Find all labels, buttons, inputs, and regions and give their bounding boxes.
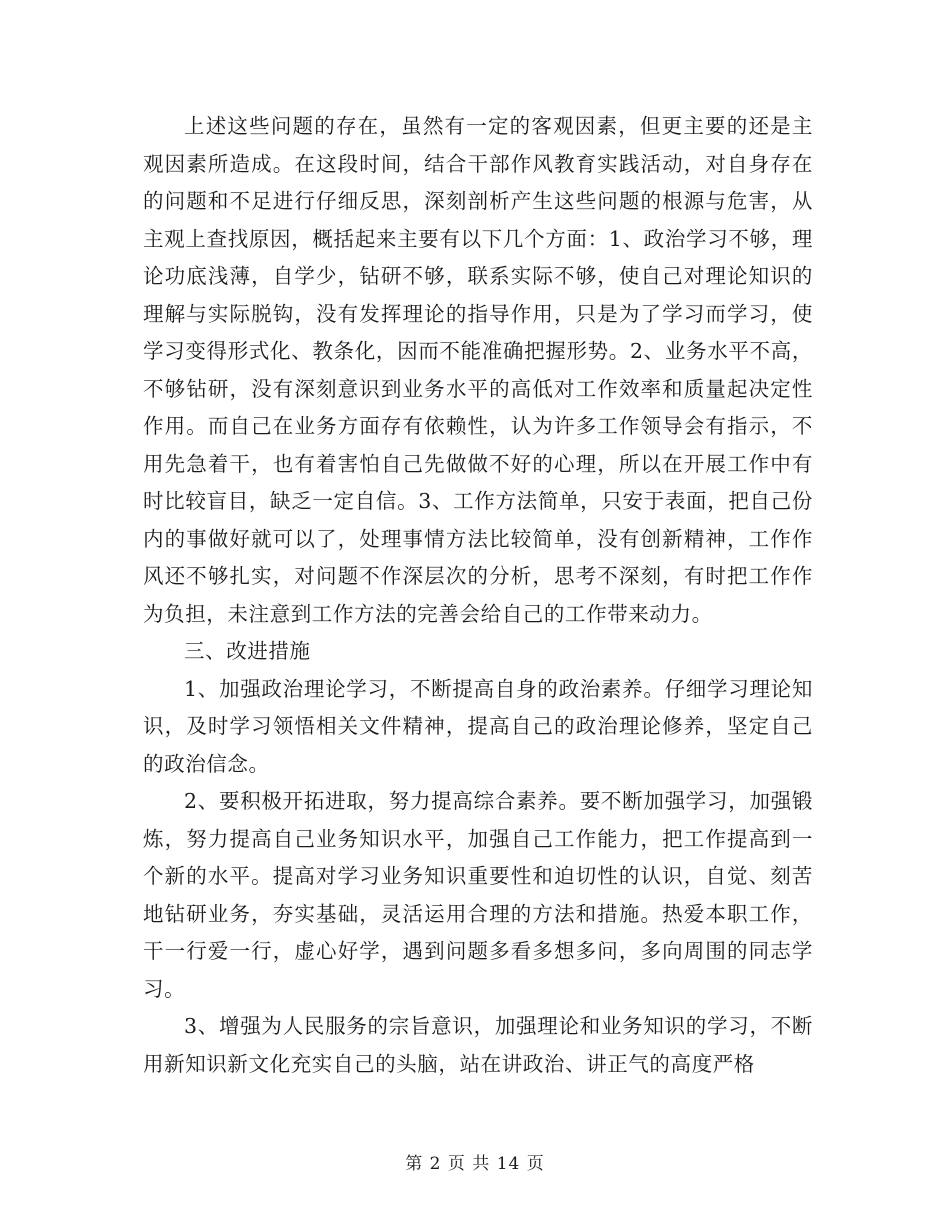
document-body	[143, 108, 813, 1083]
paragraph-root-cause-analysis: 上述这些问题的存在，虽然有一定的客观因素，但更主要的还是主观因素所造成。在这段时间，结合干部作风教育实践活动，对自身存在的问题和不足进行仔细反思，深刻剖析产生这些问题的根源与危害，从主观上查找原因，概括起来主要有以下几个方面：1、政治学习不够，理论功底浅薄，自学少，钻研不够，联系实际不够，使自己对理论知识的理解与实际脱钩，没有发挥理论的指导作用，只是为了学习而学习，使学习变得形式化、教条化，因而不能准确把握形势。2、业务水平不高，不够钻研，没有深刻意识到业务水平的高低对工作效率和质量起决定性作用。而自己在业务方面存有依赖性，认为许多工作领导会有指示，不用先急着干，也有着害怕自己先做做不好的心理，所以在开展工作中有时比较盲目，缺乏一定自信。3、工作方法简单，只安于表面，把自己份内的事做好就可以了，处理事情方法比较简单，没有创新精神，工作作风还不够扎实，对问题不作深层次的分析，思考不深刻，有时把工作作为负担，未注意到工作方法的完善会给自己的工作带来动力。	[143, 114, 813, 626]
paragraph-measure-2: 2、要积极开拓进取，努力提高综合素养。要不断加强学习，加强锻炼，努力提高自己业务知识水平，加强自己工作能力，把工作提高到一个新的水平。提高对学习业务知识重要性和迫切性的认识，自觉、刻苦地钻研业务，夯实基础，灵活运用合理的方法和措施。热爱本职工作，干一行爱一行，虚心好学，遇到问题多看多想多问，多向周围的同志学习。	[143, 789, 813, 1001]
page-footer: 第 2 页 共 14 页	[405, 1154, 545, 1174]
paragraph-measure-3: 3、增强为人民服务的宗旨意识，加强理论和业务知识的学习，不断用新知识新文化充实自己的头脑，站在讲政治、讲正气的高度严格	[143, 1014, 813, 1076]
paragraph-measure-1: 1、加强政治理论学习，不断提高自身的政治素养。仔细学习理论知识，及时学习领悟相关文件精神，提高自己的政治理论修养，坚定自己的政治信念。	[143, 676, 813, 776]
section-heading-improvement-measures: 三、改进措施	[184, 639, 311, 663]
